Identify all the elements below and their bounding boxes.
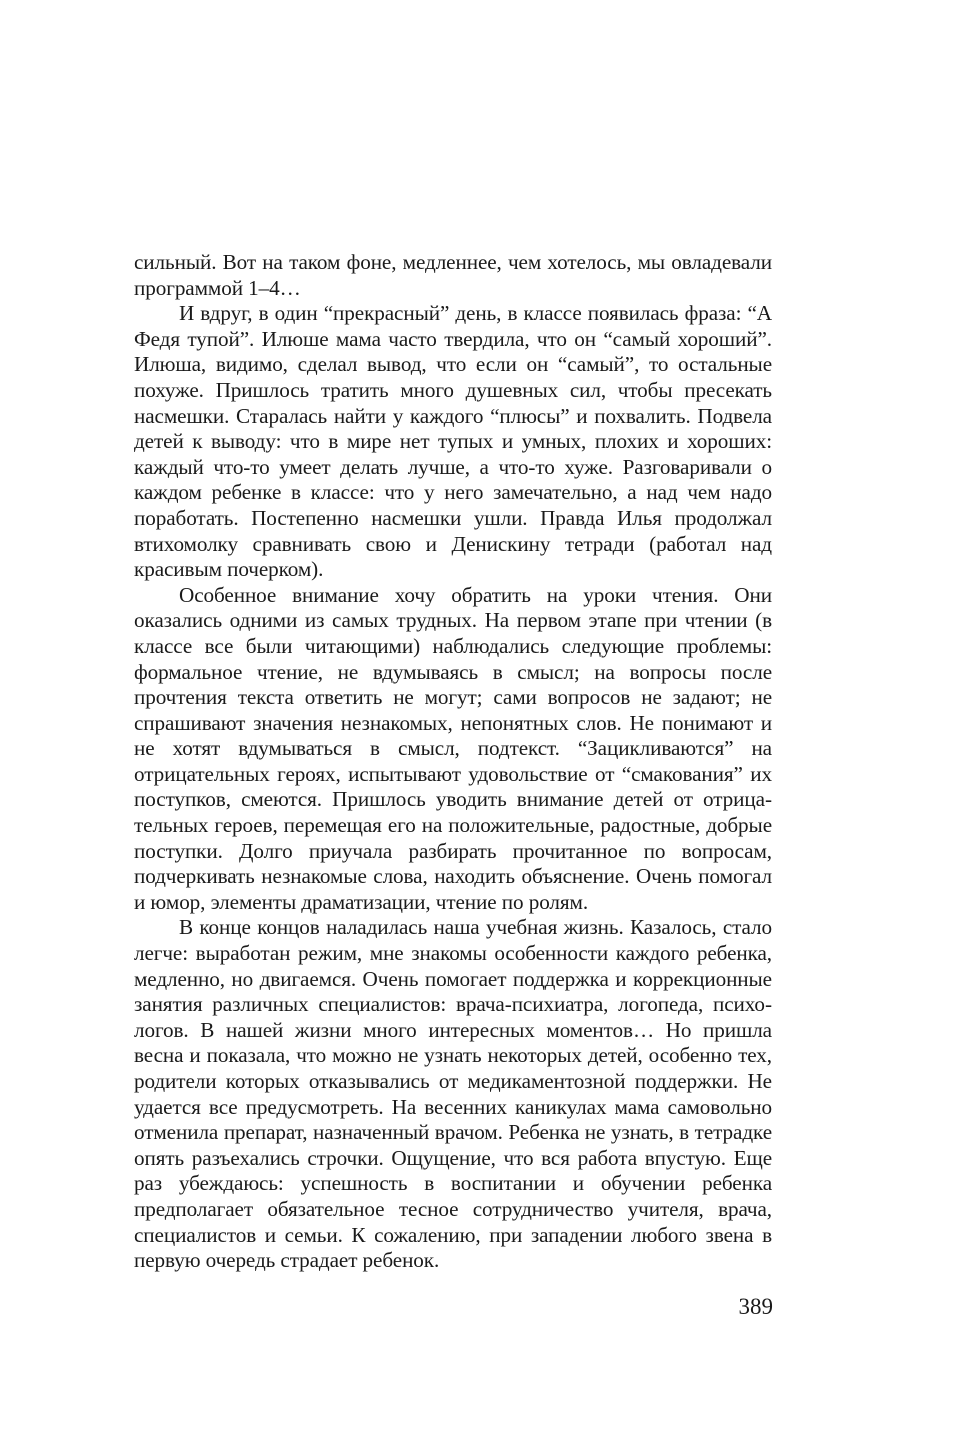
paragraph-continuation: сильный. Вот на таком фоне, медленнее, чем хотелось, мы овладевали программой 1–4…	[134, 250, 772, 300]
paragraph-school-life: В конце концов наладилась наша учебная жизнь. Казалось, стало легче: выработан режим, мне знакомы особенности каждого ребенка, медленно, но двигаемся. Очень помогает поддержка и коррекционные занятия различных специалистов: врача-психиатра, логопеда, психологов. В нашей жизни много интересных моментов… Но пришла весна и показала, что можно не узнать некоторых детей, особенно тех, родители которых отказывались от медикаментозной поддержки. Не удается все предусмотреть. На весенних каникулах мама самовольно отменила препарат, назначенный врачом. Ребенка не узнать, в тетрадке опять разъехались строчки. Ощущение, что вся работа впустую. Еще раз убеждаюсь: успешность в воспитании и обучении ребенка предполагает обязательное тесное сотрудничество учителя, врача, специалистов и семьи. К сожалению, при западении любого звена в первую очередь страдает ребенок.	[134, 915, 772, 1273]
paragraph-fedya: И вдруг, в один “прекрасный” день, в классе появилась фраза: “А Федя тупой”. Илюше мама часто твердила, что он “самый хороший”. Илюша, видимо, сделал вывод, что если он “самый”, то остальные похуже. Пришлось тратить много душевных сил, чтобы пресекать насмешки. Старалась найти у каждого “плюсы” и похвалить. Подвела детей к выводу: что в мире нет тупых и умных, плохих и хороших: каждый что-то умеет делать лучше, а что-то хуже. Разговаривали о каждом ребенке в классе: что у него замечательно, а над чем надо поработать. Постепенно насмешки ушли. Правда Илья продолжал втихомолку сравнивать свою и Денискину тетради (работал над красивым почерком).	[134, 301, 772, 582]
page-number: 389	[738, 1294, 773, 1319]
paragraph-reading-lessons: Особенное внимание хочу обратить на уроки чтения. Они оказались одними из самых трудных. На первом этапе при чтении (в классе все были читающими) наблюдались следующие проблемы: формальное чтение, не вдумываясь в смысл; на вопросы после прочтения текста ответить не могут; сами вопросов не задают; не спрашивают значения незнакомых, непонятных слов. Не понимают и не хотят вдумываться в смысл, подтекст. “Зацикливаются” на отрицательных героях, испытывают удовольствие от “смакования” их поступков, смеются. Пришлось уводить внимание детей от отрицательных героев, перемещая его на положительные, радостные, добрые поступки. Долго приучала разбирать прочитанное по вопросам, подчеркивать незнакомые слова, находить объяснение. Очень помогал и юмор, элементы драматизации, чтение по ролям.	[134, 582, 772, 914]
body-text	[134, 250, 772, 1274]
